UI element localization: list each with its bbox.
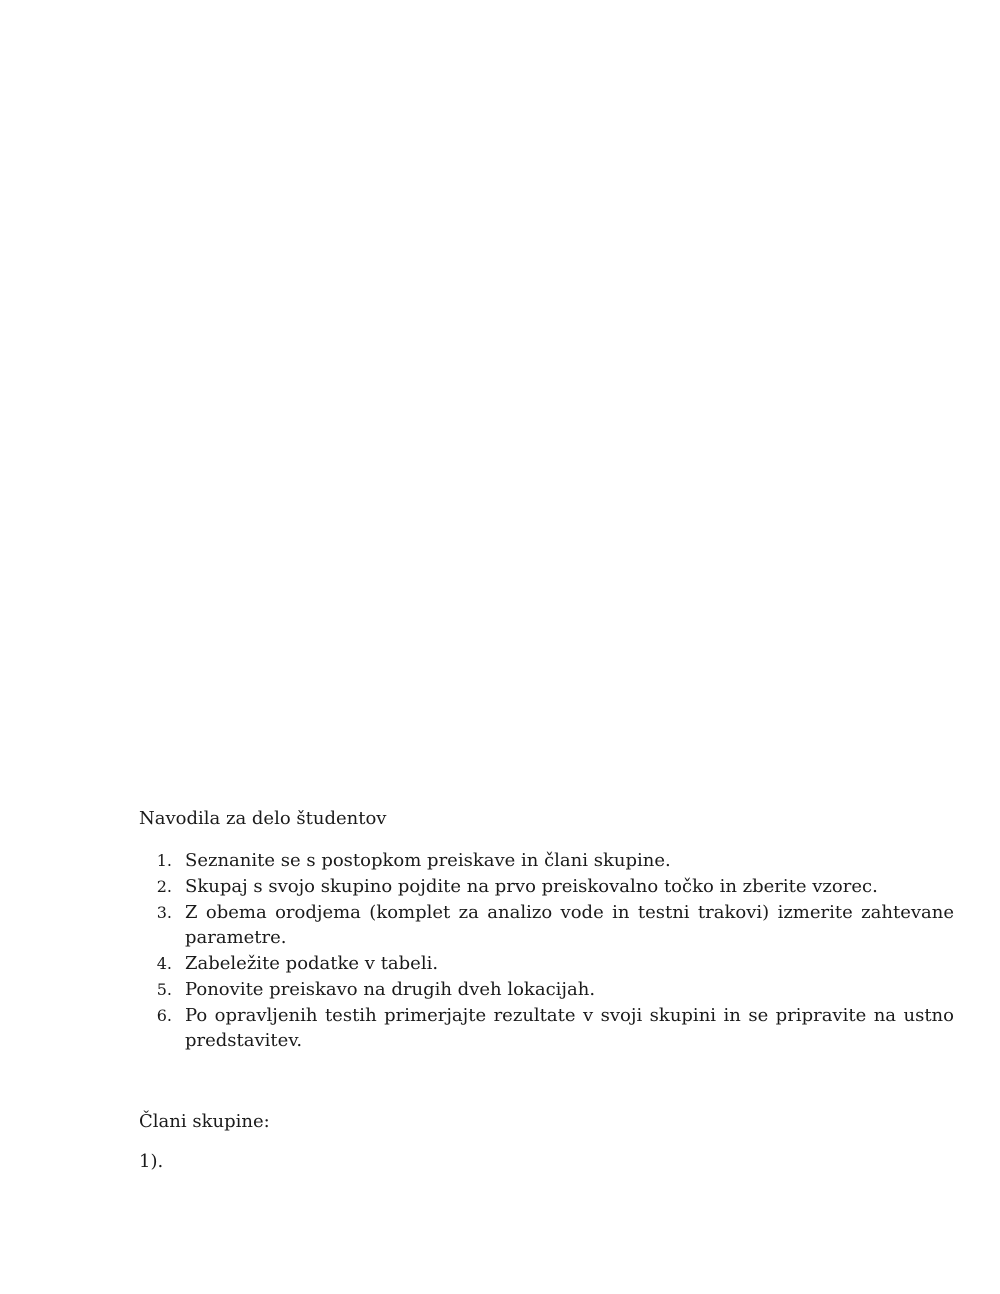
list-item <box>139 977 954 1002</box>
step-number: 2. <box>156 877 172 896</box>
list-item <box>139 848 954 873</box>
instructions-section <box>139 806 954 1175</box>
list-item <box>139 951 954 976</box>
step-text: Skupaj s svojo skupino pojdite na prvo preiskovalno točko in zberite vzorec. <box>185 876 878 897</box>
list-item <box>139 900 954 950</box>
step-text: Po opravljenih testih primerjajte rezultate v svoji skupini in se pripravite na ustno predstavitev. <box>185 1005 954 1051</box>
step-text: Seznanite se s postopkom preiskave in člani skupine. <box>185 850 671 871</box>
step-number: 6. <box>156 1006 172 1025</box>
step-number: 4. <box>156 954 172 973</box>
list-item <box>139 874 954 899</box>
step-text: Z obema orodjema (komplet za analizo vode in testni trakovi) izmerite zahtevane parametre. <box>185 902 954 948</box>
steps-list <box>139 848 954 1053</box>
step-text: Zabeležite podatke v tabeli. <box>185 953 439 974</box>
step-number: 3. <box>156 903 172 922</box>
member-entry: 1). <box>139 1151 164 1172</box>
list-item <box>139 1003 954 1053</box>
section-title: Navodila za delo študentov <box>139 808 387 829</box>
step-text: Ponovite preiskavo na drugih dveh lokacijah. <box>185 979 596 1000</box>
step-number: 5. <box>156 980 172 999</box>
members-label: Člani skupine: <box>139 1111 270 1132</box>
step-number: 1. <box>156 851 172 870</box>
